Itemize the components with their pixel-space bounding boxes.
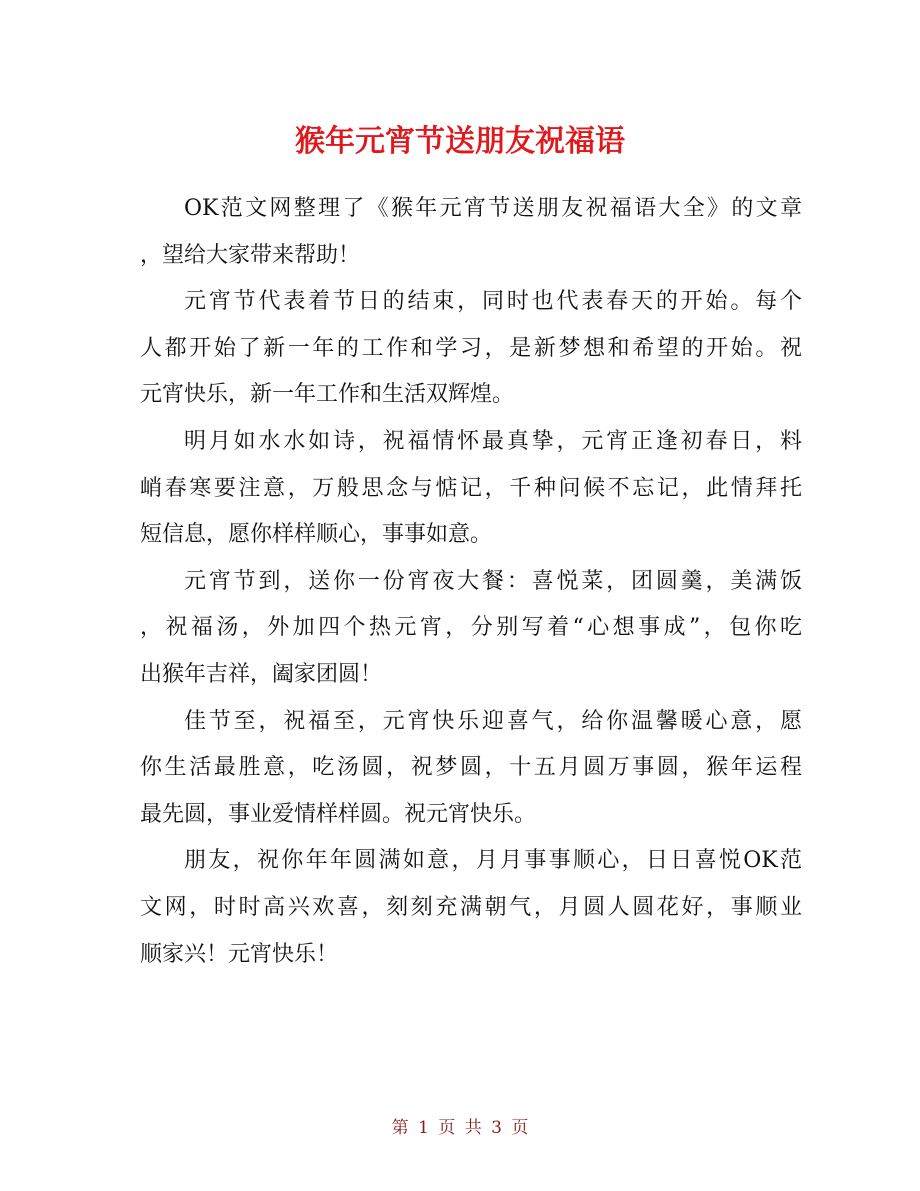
paragraph-line: OK范文网整理了《猴年元宵节送朋友祝福语大全》的文章: [184, 196, 802, 221]
paragraph: [140, 838, 802, 978]
paragraph-line: 顺家兴！元宵快乐！: [140, 941, 339, 967]
paragraph-line: 元宵节代表着节日的结束，同时也代表春天的开始。每个: [184, 289, 802, 315]
paragraph-line: 朋友，祝你年年圆满如意，月月事事顺心，日日喜悦OK范: [184, 848, 802, 874]
paragraph-line: 元宵快乐，新一年工作和生活双辉煌。: [140, 382, 515, 408]
paragraph: [140, 419, 802, 559]
paragraph-line: 元宵节到，送你一份宵夜大餐：喜悦菜，团圆羹，美满饭: [184, 568, 802, 594]
paragraph: [140, 699, 802, 839]
page-footer: 第 1 页 共 3 页: [391, 1118, 529, 1138]
paragraph-line: 人都开始了新一年的工作和学习，是新梦想和希望的开始。祝: [140, 335, 802, 361]
paragraph-line: ，祝福汤，外加四个热元宵，分别写着“心想事成”，包你吃: [140, 615, 802, 641]
paragraph: [140, 559, 802, 699]
paragraph: [140, 279, 802, 419]
paragraph-line: 短信息，愿你样样顺心，事事如意。: [140, 522, 493, 548]
document-body: [140, 186, 802, 978]
paragraph-line: 文网，时时高兴欢喜，刻刻充满朝气，月圆人圆花好，事顺业: [140, 894, 802, 920]
paragraph-line: 明月如水水如诗，祝福情怀最真挚，元宵正逢初春日，料: [184, 428, 802, 454]
paragraph-line: ，望给大家带来帮助！: [140, 242, 361, 268]
paragraph-line: 你生活最胜意，吃汤圆，祝梦圆，十五月圆万事圆，猴年运程: [140, 755, 802, 781]
paragraph-line: 佳节至，祝福至，元宵快乐迎喜气，给你温馨暖心意，愿: [184, 708, 802, 734]
paragraph-line: 最先圆，事业爱情样样圆。祝元宵快乐。: [140, 801, 537, 827]
paragraph-line: 峭春寒要注意，万般思念与惦记，千种问候不忘记，此情拜托: [140, 475, 802, 501]
paragraph-line: 出猴年吉祥，阖家团圆！: [140, 661, 383, 687]
document-title: 猴年元宵节送朋友祝福语: [295, 124, 625, 159]
paragraph: [140, 186, 802, 279]
